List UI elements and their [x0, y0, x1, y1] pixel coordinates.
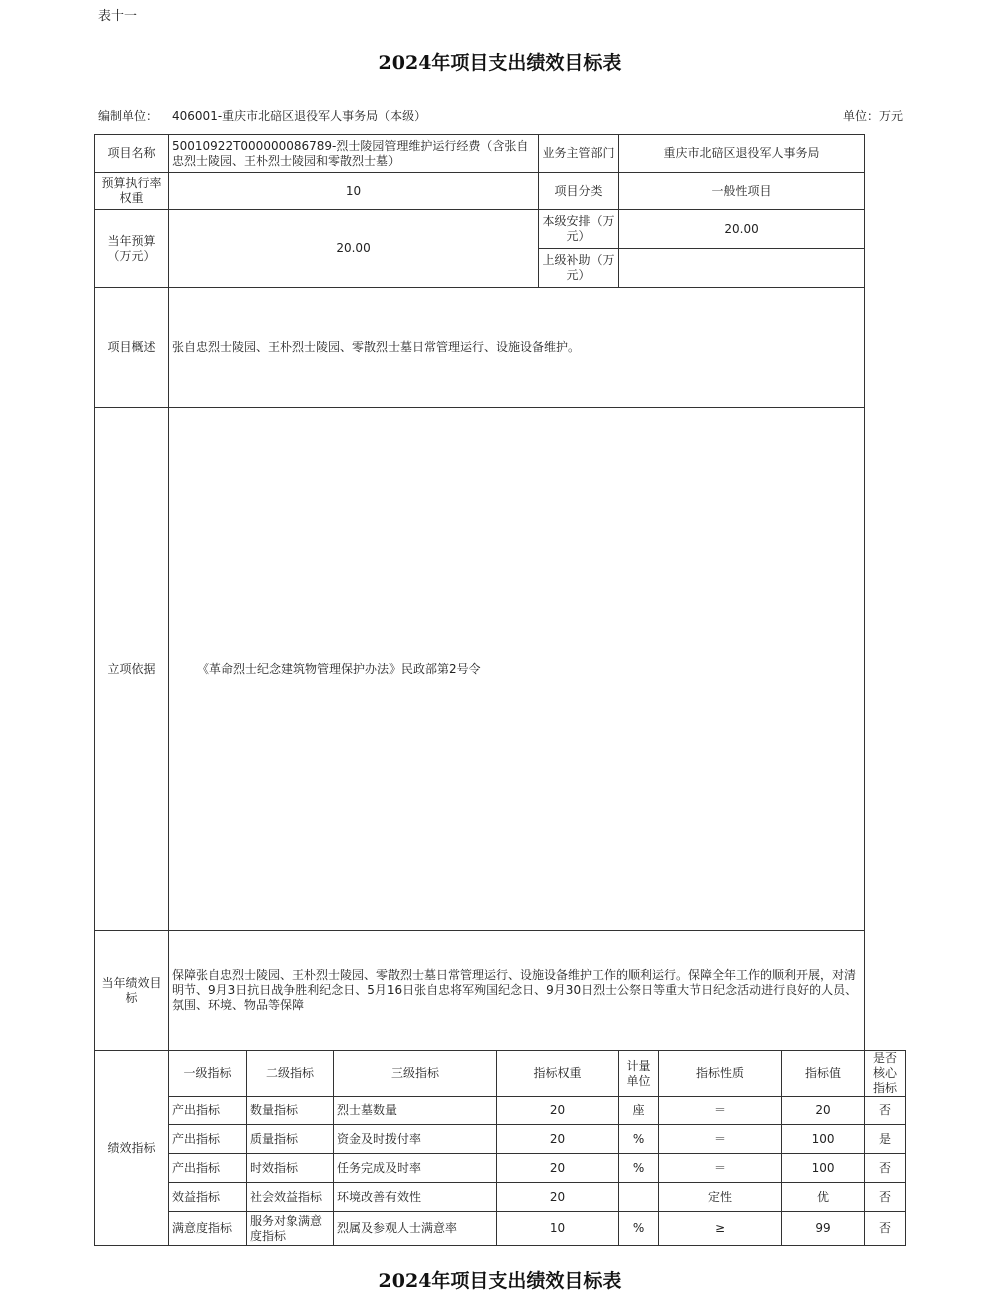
indicator-value: 100	[782, 1154, 865, 1183]
indicator-unit: %	[619, 1212, 659, 1246]
department-label: 业务主管部门	[539, 135, 619, 173]
indicators-label: 绩效指标	[95, 1051, 169, 1246]
goal-value: 保障张自忠烈士陵园、王朴烈士陵园、零散烈士墓日常管理运行、设施设备维护工作的顺利运行。保障全年工作的顺利开展，对清明节、9月3日抗日战争胜利纪念日、5月16日张自忠将军殉国纪念日、9月30日烈士公祭日等重大节日纪念活动进行良好的人员、氛围、环境、物品等保障	[169, 931, 865, 1051]
indicator-level1: 满意度指标	[169, 1212, 247, 1246]
indicator-level3: 环境改善有效性	[334, 1183, 497, 1212]
budget-label: 当年预算（万元）	[95, 210, 169, 288]
indicator-level1: 效益指标	[169, 1183, 247, 1212]
indicator-core: 是	[865, 1125, 906, 1154]
header-level1: 一级指标	[169, 1051, 247, 1097]
header-nature: 指标性质	[659, 1051, 782, 1097]
indicator-level3: 烈属及参观人士满意率	[334, 1212, 497, 1246]
indicator-row	[95, 1125, 906, 1154]
basis-value: 《革命烈士纪念建筑物管理保护办法》民政部第2号令	[169, 408, 865, 931]
indicator-value: 99	[782, 1212, 865, 1246]
indicator-row	[95, 1212, 906, 1246]
subsidy-label: 上级补助（万元）	[539, 249, 619, 288]
overview-label: 项目概述	[95, 288, 169, 408]
indicator-level1: 产出指标	[169, 1154, 247, 1183]
indicator-nature: ≥	[659, 1212, 782, 1246]
header-unit: 计量单位	[619, 1051, 659, 1097]
basis-row	[95, 408, 906, 931]
header-level3: 三级指标	[334, 1051, 497, 1097]
prepared-by	[98, 107, 426, 124]
indicator-nature: 定性	[659, 1183, 782, 1212]
goal-row	[95, 931, 906, 1051]
project-name-row	[95, 135, 906, 173]
indicator-weight: 10	[497, 1212, 619, 1246]
indicator-core: 否	[865, 1097, 906, 1125]
indicator-level2: 社会效益指标	[247, 1183, 334, 1212]
indicator-level3: 资金及时拨付率	[334, 1125, 497, 1154]
indicator-weight: 20	[497, 1154, 619, 1183]
indicator-level2: 数量指标	[247, 1097, 334, 1125]
weight-value: 10	[169, 173, 539, 210]
table-number: 表十一	[98, 9, 138, 24]
indicator-core: 否	[865, 1212, 906, 1246]
prepared-by-label: 编制单位：	[98, 109, 159, 123]
indicator-value: 100	[782, 1125, 865, 1154]
project-name-value: 50010922T000000086789-烈士陵园管理维护运行经费（含张自忠烈士陵园、王朴烈士陵园和零散烈士墓）	[169, 135, 539, 173]
indicator-unit: 座	[619, 1097, 659, 1125]
indicator-core: 否	[865, 1183, 906, 1212]
indicator-level3: 烈士墓数量	[334, 1097, 497, 1125]
indicator-row	[95, 1154, 906, 1183]
local-label: 本级安排（万元）	[539, 210, 619, 249]
performance-table	[94, 134, 906, 1246]
basis-label: 立项依据	[95, 408, 169, 931]
overview-row	[95, 288, 906, 408]
budget-row	[95, 210, 906, 249]
indicator-row	[95, 1183, 906, 1212]
department-value: 重庆市北碚区退役军人事务局	[619, 135, 865, 173]
indicator-unit	[619, 1183, 659, 1212]
header-level2: 二级指标	[247, 1051, 334, 1097]
indicator-level2: 时效指标	[247, 1154, 334, 1183]
page-title: 2024年项目支出绩效目标表	[378, 52, 622, 74]
header-core: 是否核心指标	[865, 1051, 906, 1097]
weight-row	[95, 173, 906, 210]
project-name-label: 项目名称	[95, 135, 169, 173]
local-value: 20.00	[619, 210, 865, 249]
indicator-unit: %	[619, 1125, 659, 1154]
subsidy-value	[619, 249, 865, 288]
indicator-level1: 产出指标	[169, 1125, 247, 1154]
indicator-core: 否	[865, 1154, 906, 1183]
category-label: 项目分类	[539, 173, 619, 210]
indicator-level1: 产出指标	[169, 1097, 247, 1125]
category-value: 一般性项目	[619, 173, 865, 210]
weight-label: 预算执行率权重	[95, 173, 169, 210]
indicator-header-row	[95, 1051, 906, 1097]
goal-label: 当年绩效目标	[95, 931, 169, 1051]
prepared-by-value: 406001-重庆市北碚区退役军人事务局（本级）	[172, 109, 427, 123]
indicator-weight: 20	[497, 1125, 619, 1154]
indicator-level2: 质量指标	[247, 1125, 334, 1154]
indicator-nature: ＝	[659, 1125, 782, 1154]
indicator-level2: 服务对象满意度指标	[247, 1212, 334, 1246]
indicator-nature: ＝	[659, 1097, 782, 1125]
indicator-row	[95, 1097, 906, 1125]
header-value: 指标值	[782, 1051, 865, 1097]
overview-value: 张自忠烈士陵园、王朴烈士陵园、零散烈士墓日常管理运行、设施设备维护。	[169, 288, 865, 408]
indicator-nature: ＝	[659, 1154, 782, 1183]
indicator-value: 20	[782, 1097, 865, 1125]
indicator-value: 优	[782, 1183, 865, 1212]
header-weight: 指标权重	[497, 1051, 619, 1097]
indicator-weight: 20	[497, 1183, 619, 1212]
indicator-unit: %	[619, 1154, 659, 1183]
unit-label: 单位：万元	[842, 109, 903, 123]
budget-value: 20.00	[169, 210, 539, 288]
next-page-title: 2024年项目支出绩效目标表	[378, 1270, 622, 1292]
indicator-level3: 任务完成及时率	[334, 1154, 497, 1183]
indicator-weight: 20	[497, 1097, 619, 1125]
